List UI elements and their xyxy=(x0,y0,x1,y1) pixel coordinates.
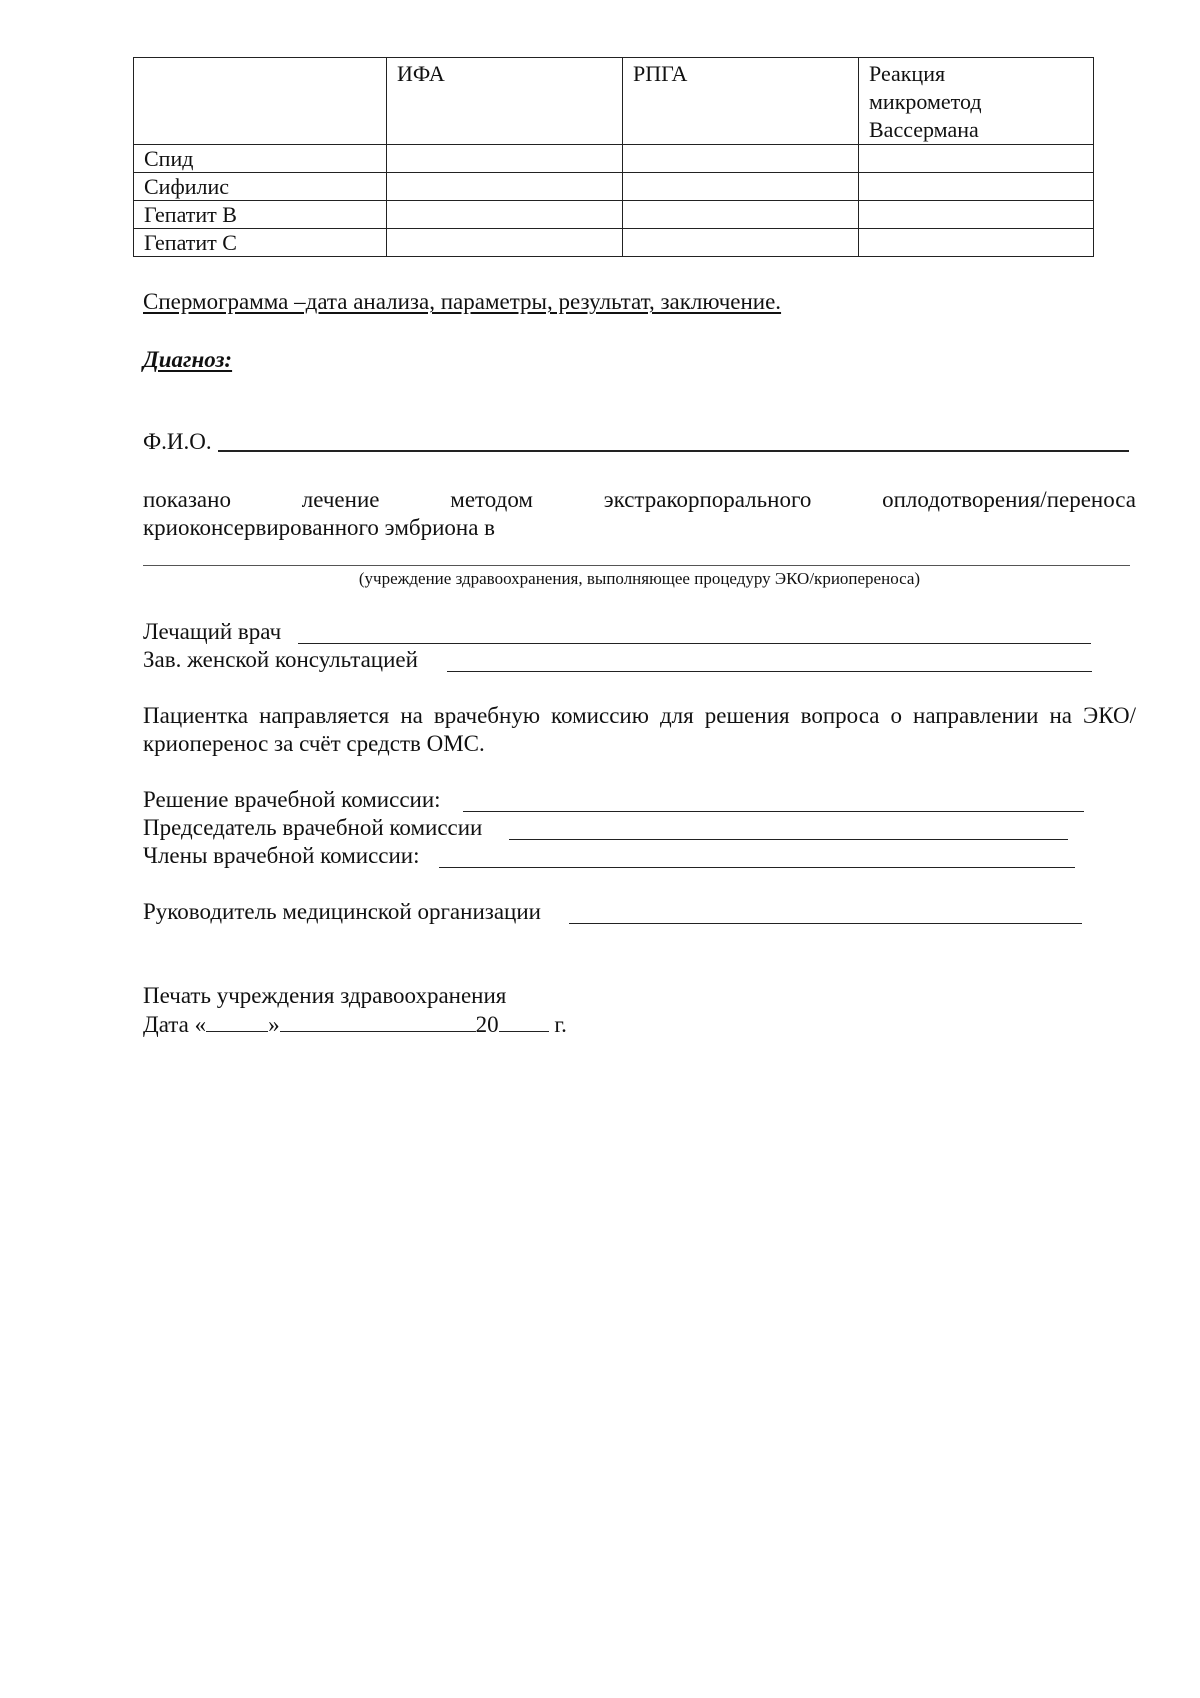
date-year-field[interactable] xyxy=(499,1010,549,1032)
attending-doctor-label: Лечащий врач xyxy=(143,619,282,644)
table-cell[interactable] xyxy=(387,173,623,201)
table-header-row xyxy=(134,58,1094,145)
commission-chair-field[interactable] xyxy=(509,814,1068,840)
date-year-prefix: 20 xyxy=(475,1012,499,1037)
head-consultation-field[interactable] xyxy=(447,646,1092,672)
commission-decision-label: Решение врачебной комиссии: xyxy=(143,787,441,812)
commission-decision-field[interactable] xyxy=(463,786,1084,812)
row-label: Спид xyxy=(134,145,387,173)
table-cell[interactable] xyxy=(859,201,1094,229)
indication-word: лечение xyxy=(301,487,380,512)
table-header-cell: РПГА xyxy=(623,58,859,145)
table-cell[interactable] xyxy=(623,173,859,201)
referral-paragraph: Пациентка направляется на врачебную комиссию для решения вопроса о направлении на ЭКО/криоперенос за счёт средств ОМС. xyxy=(143,703,1136,756)
date-line xyxy=(143,1010,567,1039)
table-cell[interactable] xyxy=(387,229,623,257)
table-cell[interactable] xyxy=(387,201,623,229)
indication-word: оплодотворения/переноса xyxy=(882,487,1137,512)
table-cell[interactable] xyxy=(859,229,1094,257)
table-header-cell: ИФА xyxy=(387,58,623,145)
indication-line-1 xyxy=(143,486,1136,514)
commission-members-field[interactable] xyxy=(439,842,1075,868)
indication-line-2: криоконсервированного эмбриона в xyxy=(143,515,496,540)
table-header-cell: Реакция микрометод Вассермана xyxy=(859,58,1094,145)
commission-members-label: Члены врачебной комиссии: xyxy=(143,843,420,868)
indication-word: показано xyxy=(143,487,231,512)
org-head-field[interactable] xyxy=(569,898,1082,924)
institution-field[interactable] xyxy=(143,545,1130,566)
fio-field[interactable] xyxy=(218,423,1129,452)
indication-word: экстракорпорального xyxy=(603,487,812,512)
fio-label: Ф.И.О. xyxy=(143,429,212,454)
stamp-label: Печать учреждения здравоохранения xyxy=(143,983,507,1008)
org-head-label: Руководитель медицинской организации xyxy=(143,899,541,924)
diagnosis-heading: Диагноз: xyxy=(143,347,233,372)
commission-chair-label: Председатель врачебной комиссии xyxy=(143,815,483,840)
row-label: Гепатит В xyxy=(134,201,387,229)
table-row xyxy=(134,145,1094,173)
table-cell[interactable] xyxy=(623,229,859,257)
date-suffix: г. xyxy=(548,1012,567,1037)
table-row xyxy=(134,201,1094,229)
table-cell[interactable] xyxy=(859,145,1094,173)
table-header-cell xyxy=(134,58,387,145)
table-row xyxy=(134,229,1094,257)
tests-table xyxy=(133,57,1094,257)
table-cell[interactable] xyxy=(623,201,859,229)
attending-doctor-field[interactable] xyxy=(298,618,1091,644)
date-day-field[interactable] xyxy=(206,1010,268,1032)
row-label: Сифилис xyxy=(134,173,387,201)
head-consultation-label: Зав. женской консультацией xyxy=(143,647,418,672)
indication-word: методом xyxy=(450,487,533,512)
table-row xyxy=(134,173,1094,201)
date-mid: » xyxy=(268,1012,280,1037)
table-cell[interactable] xyxy=(859,173,1094,201)
date-month-field[interactable] xyxy=(280,1010,476,1032)
institution-caption: (учреждение здравоохранения, выполняющее процедуру ЭКО/криопереноса) xyxy=(358,569,921,588)
table-cell[interactable] xyxy=(623,145,859,173)
spermogram-line: Спермограмма –дата анализа, параметры, результат, заключение. xyxy=(143,289,782,314)
row-label: Гепатит С xyxy=(134,229,387,257)
table-cell[interactable] xyxy=(387,145,623,173)
date-prefix: Дата « xyxy=(143,1012,207,1037)
